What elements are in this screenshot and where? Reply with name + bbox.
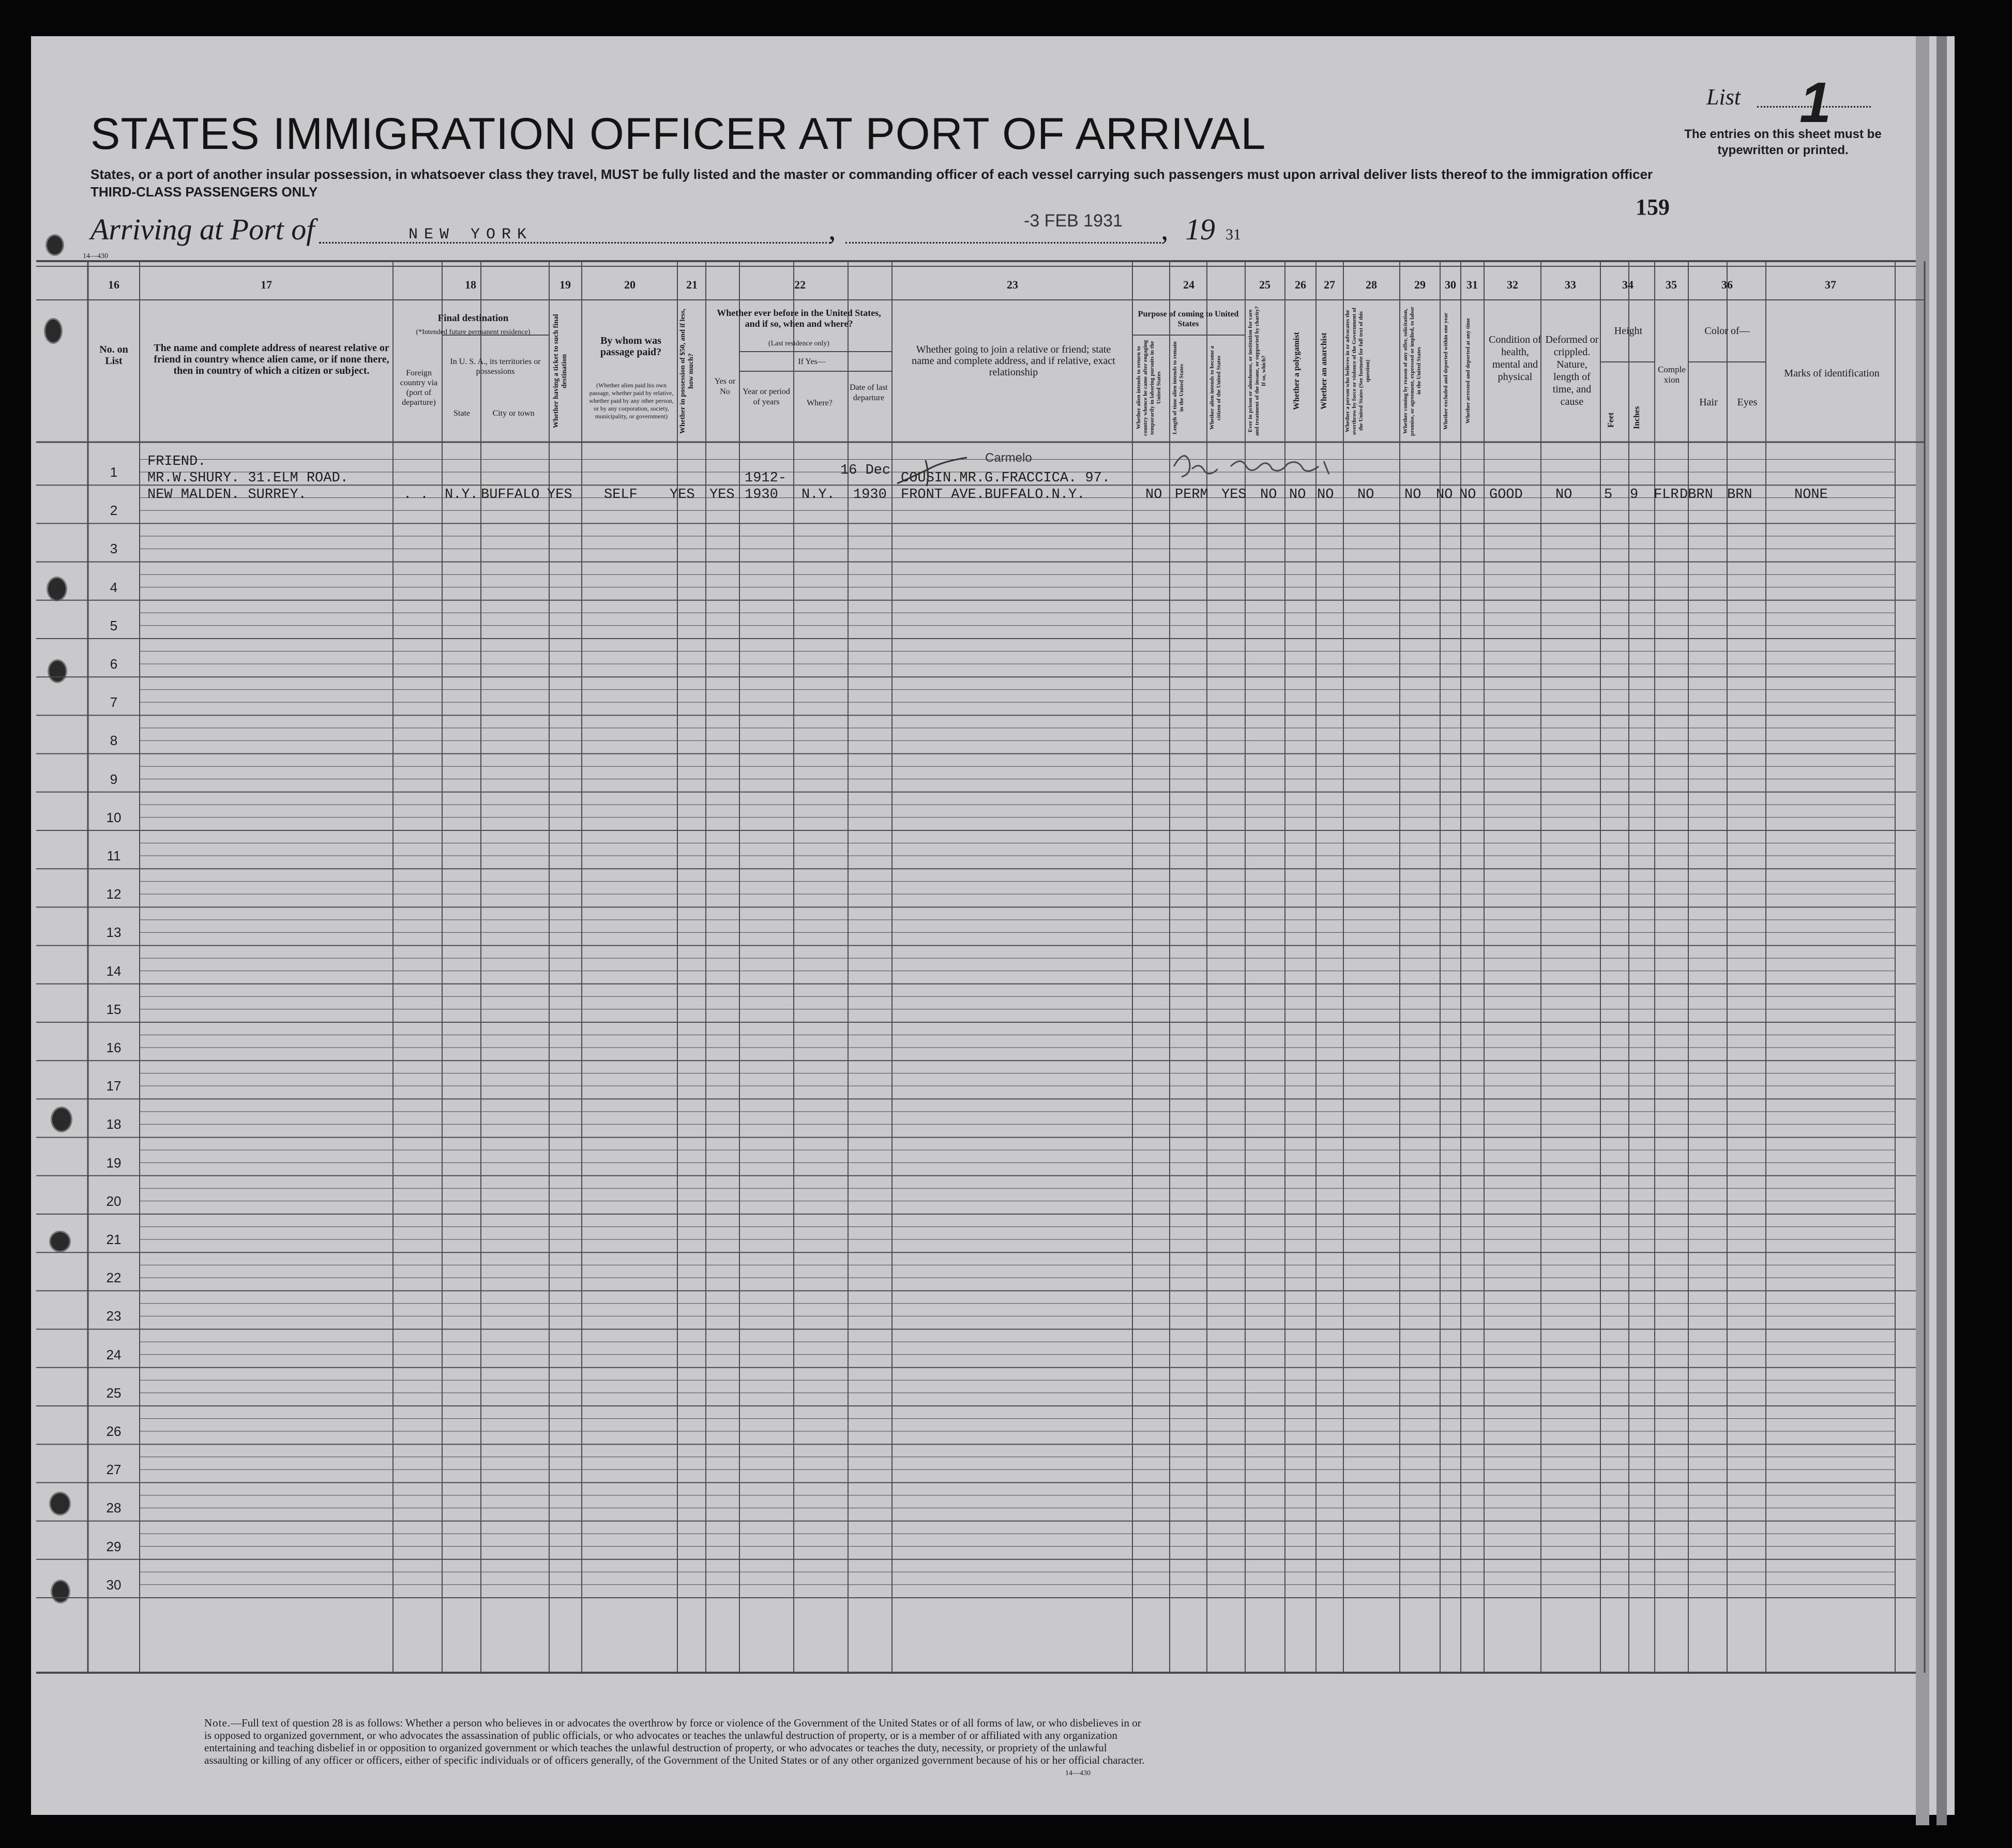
polygamist-value: NO <box>1289 487 1306 503</box>
column-number: 24 <box>1183 278 1194 291</box>
column-number: 18 <box>465 278 476 291</box>
row-number: 28 <box>106 1500 122 1516</box>
row-number: 3 <box>110 541 118 557</box>
possession-50: YES <box>670 487 695 503</box>
list-number: 1 <box>1799 71 1832 134</box>
footnote-text: —Full text of question 28 is as follows: Whether a person who believes in or advocates the overthrow by force or violence of the Government of the United States or of all forms of law, or who disbelieves in or is opposed to organized government, or who advocates the assassination of public officials, or who advocates or teaches the unlawful destruction of property, or is a member of or affiliated with any organization entertaining and teaching disbelief in or opposition to organized government or which teaches the unlawful destruction of property, or who advocates or teaches the duty, necessity, or propriety of the unlawful assaulting or killing of any officer or officers, either of specific individuals or of officers generally, of the Government of the United States or of any other organized government because of his or her official character. <box>204 1717 1145 1766</box>
row-number: 9 <box>110 771 118 787</box>
col33-header: Deformed or crippled. Nature, length of time, and cause <box>1545 334 1599 407</box>
height-inches: 9 <box>1630 487 1639 503</box>
col18-foreign: Foreign country via (port of departure) <box>400 369 438 407</box>
col35-header: Complexion <box>1658 365 1686 385</box>
row-number: 25 <box>106 1385 122 1401</box>
hair-value: DBRN <box>1680 487 1713 503</box>
column-number: 36 <box>1721 278 1733 291</box>
column-number: 33 <box>1565 278 1576 291</box>
entries-note: The entries on this sheet must be typewritten or printed. <box>1684 127 1882 157</box>
col25-header: Ever in prison or almshouse, or institution for care and treatment of the insane, or supported by charity? If so, which? <box>1247 306 1267 436</box>
footnote <box>204 1717 1145 1766</box>
anarchist-value: NO <box>1317 487 1334 503</box>
footnote-label: Note. <box>204 1717 231 1729</box>
departure-year: 1930 <box>853 487 887 503</box>
dest-city: BUFFALO <box>481 487 540 503</box>
col20-header: By whom was passage paid? <box>600 335 662 358</box>
col37-header: Marks of identification <box>1784 368 1880 379</box>
row-number: 12 <box>106 886 122 902</box>
column-number: 31 <box>1466 278 1478 291</box>
comma: , <box>1161 213 1169 246</box>
dest-state: N.Y. <box>445 487 478 503</box>
col24-citizen: Whether alien intends to become a citizen of the United States <box>1209 345 1222 430</box>
col22-where: Where? <box>807 399 833 407</box>
row-number: 7 <box>110 694 118 710</box>
relative-line-2: MR.W.SHURY. 31.ELM ROAD. <box>147 471 349 486</box>
row-number: 30 <box>106 1577 122 1593</box>
col28-header: Whether a person who believes in or advocates the overthrow by force or violence of the Government of the United States (See footnote for full text of this question) <box>1344 307 1371 435</box>
col34-header: Height <box>1614 325 1643 337</box>
row-number: 26 <box>106 1423 122 1439</box>
col22-yesno: Yes or No <box>714 377 736 396</box>
col23-header: Whether going to join a relative or friend; state name and complete address, and if relative, exact relationship <box>912 344 1115 378</box>
col22-ifyes: If Yes— <box>798 357 826 366</box>
ticket-value: YES <box>547 487 572 503</box>
col19-header: Whether having a ticket to such final destination <box>552 314 568 428</box>
been-in-us: YES <box>709 487 735 503</box>
labor-offer-value: NO <box>1404 487 1421 503</box>
col18-header: Final destination <box>437 313 509 324</box>
col18-note: (*Intended future permanent residence) <box>416 328 531 336</box>
row-number: 6 <box>110 656 118 672</box>
complexion-value: FLR <box>1654 487 1679 503</box>
col34-inches: Inches <box>1632 406 1641 429</box>
comma: , <box>828 213 836 246</box>
row-number: 19 <box>106 1155 122 1171</box>
col34-feet: Feet <box>1607 412 1615 428</box>
column-number: 16 <box>108 278 119 291</box>
deformed-value: NO <box>1555 487 1572 503</box>
col22-years: Year or period of years <box>743 387 790 406</box>
join-line-1: COUSIN.MR.G.FRACCICA. 97. <box>901 471 1111 486</box>
handwritten-check-mark <box>895 455 972 491</box>
foreign-via: . . <box>403 487 429 503</box>
column-number: 34 <box>1622 278 1633 291</box>
arriving-label: Arriving at Port of <box>90 213 315 246</box>
port-value: NEW YORK <box>409 226 533 244</box>
col29-header: Whether coming by reason of any offer, solicitation, promise, or agreement, expressed or implied, to labor in the United States <box>1402 306 1422 436</box>
col32-header: Condition of health, mental and physical <box>1489 334 1541 383</box>
col30-header: Whether excluded and deported within one year <box>1443 312 1449 430</box>
row-number: 16 <box>106 1040 122 1055</box>
height-feet: 5 <box>1604 487 1613 503</box>
relative-line-1: FRIEND. <box>147 454 206 469</box>
column-number: 30 <box>1445 278 1456 291</box>
column-number: 22 <box>794 278 806 291</box>
row-number: 5 <box>110 617 118 633</box>
col22-date: Date of last departure <box>850 383 888 402</box>
footnote-form-code: 14—430 <box>1065 1769 1091 1777</box>
citizen-intent: YES <box>1221 487 1247 503</box>
row-number: 24 <box>106 1346 122 1362</box>
col24-header: Purpose of coming to United States <box>1138 310 1239 328</box>
list-label: List <box>1706 84 1741 110</box>
length-of-stay: PERM <box>1175 487 1208 503</box>
join-handwritten-name: Carmelo <box>985 451 1032 465</box>
row-number: 18 <box>106 1116 122 1132</box>
column-number: 20 <box>624 278 636 291</box>
row-number: 2 <box>110 503 118 519</box>
form-code: 14—430 <box>83 252 108 260</box>
row-number: 27 <box>106 1462 122 1478</box>
column-number: 23 <box>1007 278 1018 291</box>
col21-header: Whether in possession of $50, and if less, how much? <box>679 308 695 434</box>
row-number: 10 <box>106 809 122 825</box>
row-number: 22 <box>106 1270 122 1286</box>
eyes-value: BRN <box>1727 487 1752 503</box>
row-number: 1 <box>110 464 118 480</box>
col26-header: Whether a polygamist <box>1292 332 1301 410</box>
col17-header: The name and complete address of nearest relative or friend in country whence alien came, or if none there, then in country of which a citizen or subject. <box>154 342 389 376</box>
column-number: 25 <box>1259 278 1270 291</box>
join-line-2: FRONT AVE.BUFFALO.N.Y. <box>901 487 1085 503</box>
col36-header: Color of— <box>1704 325 1750 337</box>
passage-paid-by: SELF <box>604 487 638 503</box>
column-number: 35 <box>1666 278 1677 291</box>
marks-value: NONE <box>1794 487 1828 503</box>
col22-note: (Last residence only) <box>768 340 830 347</box>
row-number: 15 <box>106 1001 122 1017</box>
col22-header: Whether ever before in the United States, and if so, when and where? <box>717 308 881 329</box>
overthrow-value: NO <box>1357 487 1374 503</box>
row-number: 17 <box>106 1078 122 1094</box>
passenger-class: THIRD-CLASS PASSENGERS ONLY <box>90 184 318 200</box>
column-number: 29 <box>1414 278 1426 291</box>
col20-note: (Whether alien paid his own passage, whether paid by relative, whether paid by any other person, or by any corporation, society, municipality, or government) <box>589 382 674 420</box>
departure-day: 16 Dec <box>840 463 891 478</box>
page-title: STATES IMMIGRATION OFFICER AT PORT OF ARRIVAL <box>90 109 1266 159</box>
row-number: 4 <box>110 579 118 595</box>
col16-header: No. on List <box>99 344 128 367</box>
row-number: 11 <box>107 848 121 864</box>
row-number: 8 <box>110 733 118 749</box>
col31-header: Whether arrested and deported at any time <box>1465 318 1471 424</box>
relative-line-3: NEW MALDEN. SURREY. <box>147 487 307 503</box>
row-number: 14 <box>106 963 122 979</box>
excluded-value: NO <box>1436 487 1453 503</box>
col36-eyes: Eyes <box>1737 397 1758 408</box>
arrival-date-stamp: -3 FEB 1931 <box>1024 211 1123 231</box>
sheet-number: 159 <box>1636 194 1670 220</box>
years-line-2: 1930 <box>745 487 778 503</box>
prison-value: NO <box>1260 487 1277 503</box>
col24-length: Length of time alien intends to remain in the United States <box>1172 341 1185 434</box>
col27-header: Whether an anarchist <box>1320 332 1328 410</box>
col18-state: State <box>453 409 470 418</box>
col18-city: City or town <box>492 409 535 418</box>
where-value: N.Y. <box>801 487 835 503</box>
col24-return: Whether alien intends to return to country whence he came after engaging temporarily in laboring pursuits in the United States <box>1136 340 1162 436</box>
column-number: 32 <box>1507 278 1518 291</box>
col36-hair: Hair <box>1699 397 1718 408</box>
row-number: 23 <box>106 1308 122 1324</box>
column-number: 26 <box>1295 278 1306 291</box>
header-instructions: States, or a port of another insular possession, in whatsoever class they travel, MUST be fully listed and the master or commanding officer of each vessel carrying such passengers must upon arrival deliver lists thereof to the immigration officer <box>90 166 1653 182</box>
row-number: 21 <box>106 1232 122 1247</box>
column-number: 21 <box>686 278 698 291</box>
col18-usa: In U. S. A., its territories or possessions <box>450 357 541 376</box>
row-number: 13 <box>106 925 122 941</box>
row-number: 20 <box>106 1193 122 1209</box>
column-number: 17 <box>261 278 272 291</box>
return-intent: NO <box>1145 487 1162 503</box>
health-value: GOOD <box>1489 487 1523 503</box>
column-number: 37 <box>1825 278 1836 291</box>
column-number: 28 <box>1366 278 1377 291</box>
deported-value: NO <box>1459 487 1476 503</box>
years-line-1: 1912- <box>745 471 787 486</box>
year-suffix: 31 <box>1226 226 1241 243</box>
row-number: 29 <box>106 1538 122 1554</box>
column-number: 27 <box>1324 278 1335 291</box>
handwritten-annotation-mark <box>1169 446 1344 487</box>
column-number: 19 <box>559 278 571 291</box>
year-prefix: 19 <box>1185 213 1215 246</box>
